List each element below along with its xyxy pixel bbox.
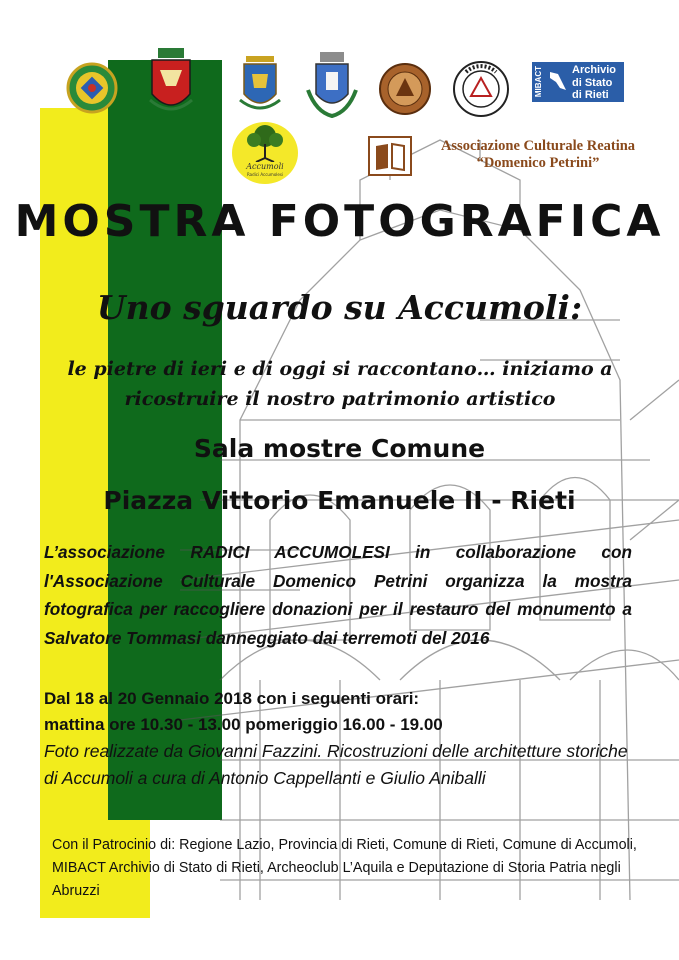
archeoclub-seal [452, 60, 510, 118]
radici-caption: Radici Accumolesi [246, 172, 284, 177]
regione-lazio-emblem [66, 62, 118, 114]
poster-tagline: le pietre di ieri e di oggi si raccontano… iniziamo a ricostruire il nostro patrimonio artistico [67, 358, 613, 410]
mibact-label: MIBACT [534, 66, 543, 98]
event-dates [44, 686, 644, 738]
venue-hall: Sala mostre Comune [193, 434, 486, 463]
poster-subtitle: Uno sguardo su Accumoli: [96, 288, 583, 327]
tree-icon [232, 122, 298, 162]
radici-accumolesi-logo [232, 122, 298, 184]
provincia-rieti-crest [146, 46, 196, 118]
photo-credits: Foto realizzate da Giovanni Fazzini. Ricostruzioni delle architetture storiche di Accumoli a cura di Antonio Cappellanti e Giulio Aniballi [44, 741, 628, 788]
venue-address: Piazza Vittorio Emanuele II - Rieti [103, 486, 576, 515]
associazione-name: Associazione Culturale Reatina “Domenico Petrini” [440, 138, 636, 171]
patronage-text: Con il Patrocinio di: Regione Lazio, Provincia di Rieti, Comune di Rieti, Comune di Accumoli, MIBACT Archivio di Stato di Rieti, Archeoclub L’Aquila e Deputazione di Storia Patria negli Abruzzi [52, 837, 637, 899]
dates-line: Dal 18 al 20 Gennaio 2018 con i seguenti orari: [44, 689, 420, 708]
hours-line: mattina ore 10.30 - 13.00 pomeriggio 16.00 - 19.00 [44, 715, 443, 734]
comune-accumoli-crest [306, 50, 358, 120]
poster-title: MOSTRA FOTOGRAFICA [14, 196, 665, 247]
archivio-text: Archivio di Stato di Rieti [572, 64, 617, 101]
italy-map-icon [546, 70, 568, 94]
comune-rieti-crest [238, 52, 282, 116]
accumoli-wordmark: Accumoli [246, 162, 284, 171]
associazione-book-icon [368, 136, 412, 176]
deputazione-seal [378, 62, 432, 116]
event-description: L’associazione RADICI ACCUMOLESI in collaborazione con l'Associazione Culturale Domenico Petrini organizza la mostra fotografica per raccogliere donazioni per il restauro del monumento a Salvatore Tommasi danneggiato dai terremoti del 2016 [44, 542, 632, 648]
mibact-archivio-logo [532, 62, 624, 102]
